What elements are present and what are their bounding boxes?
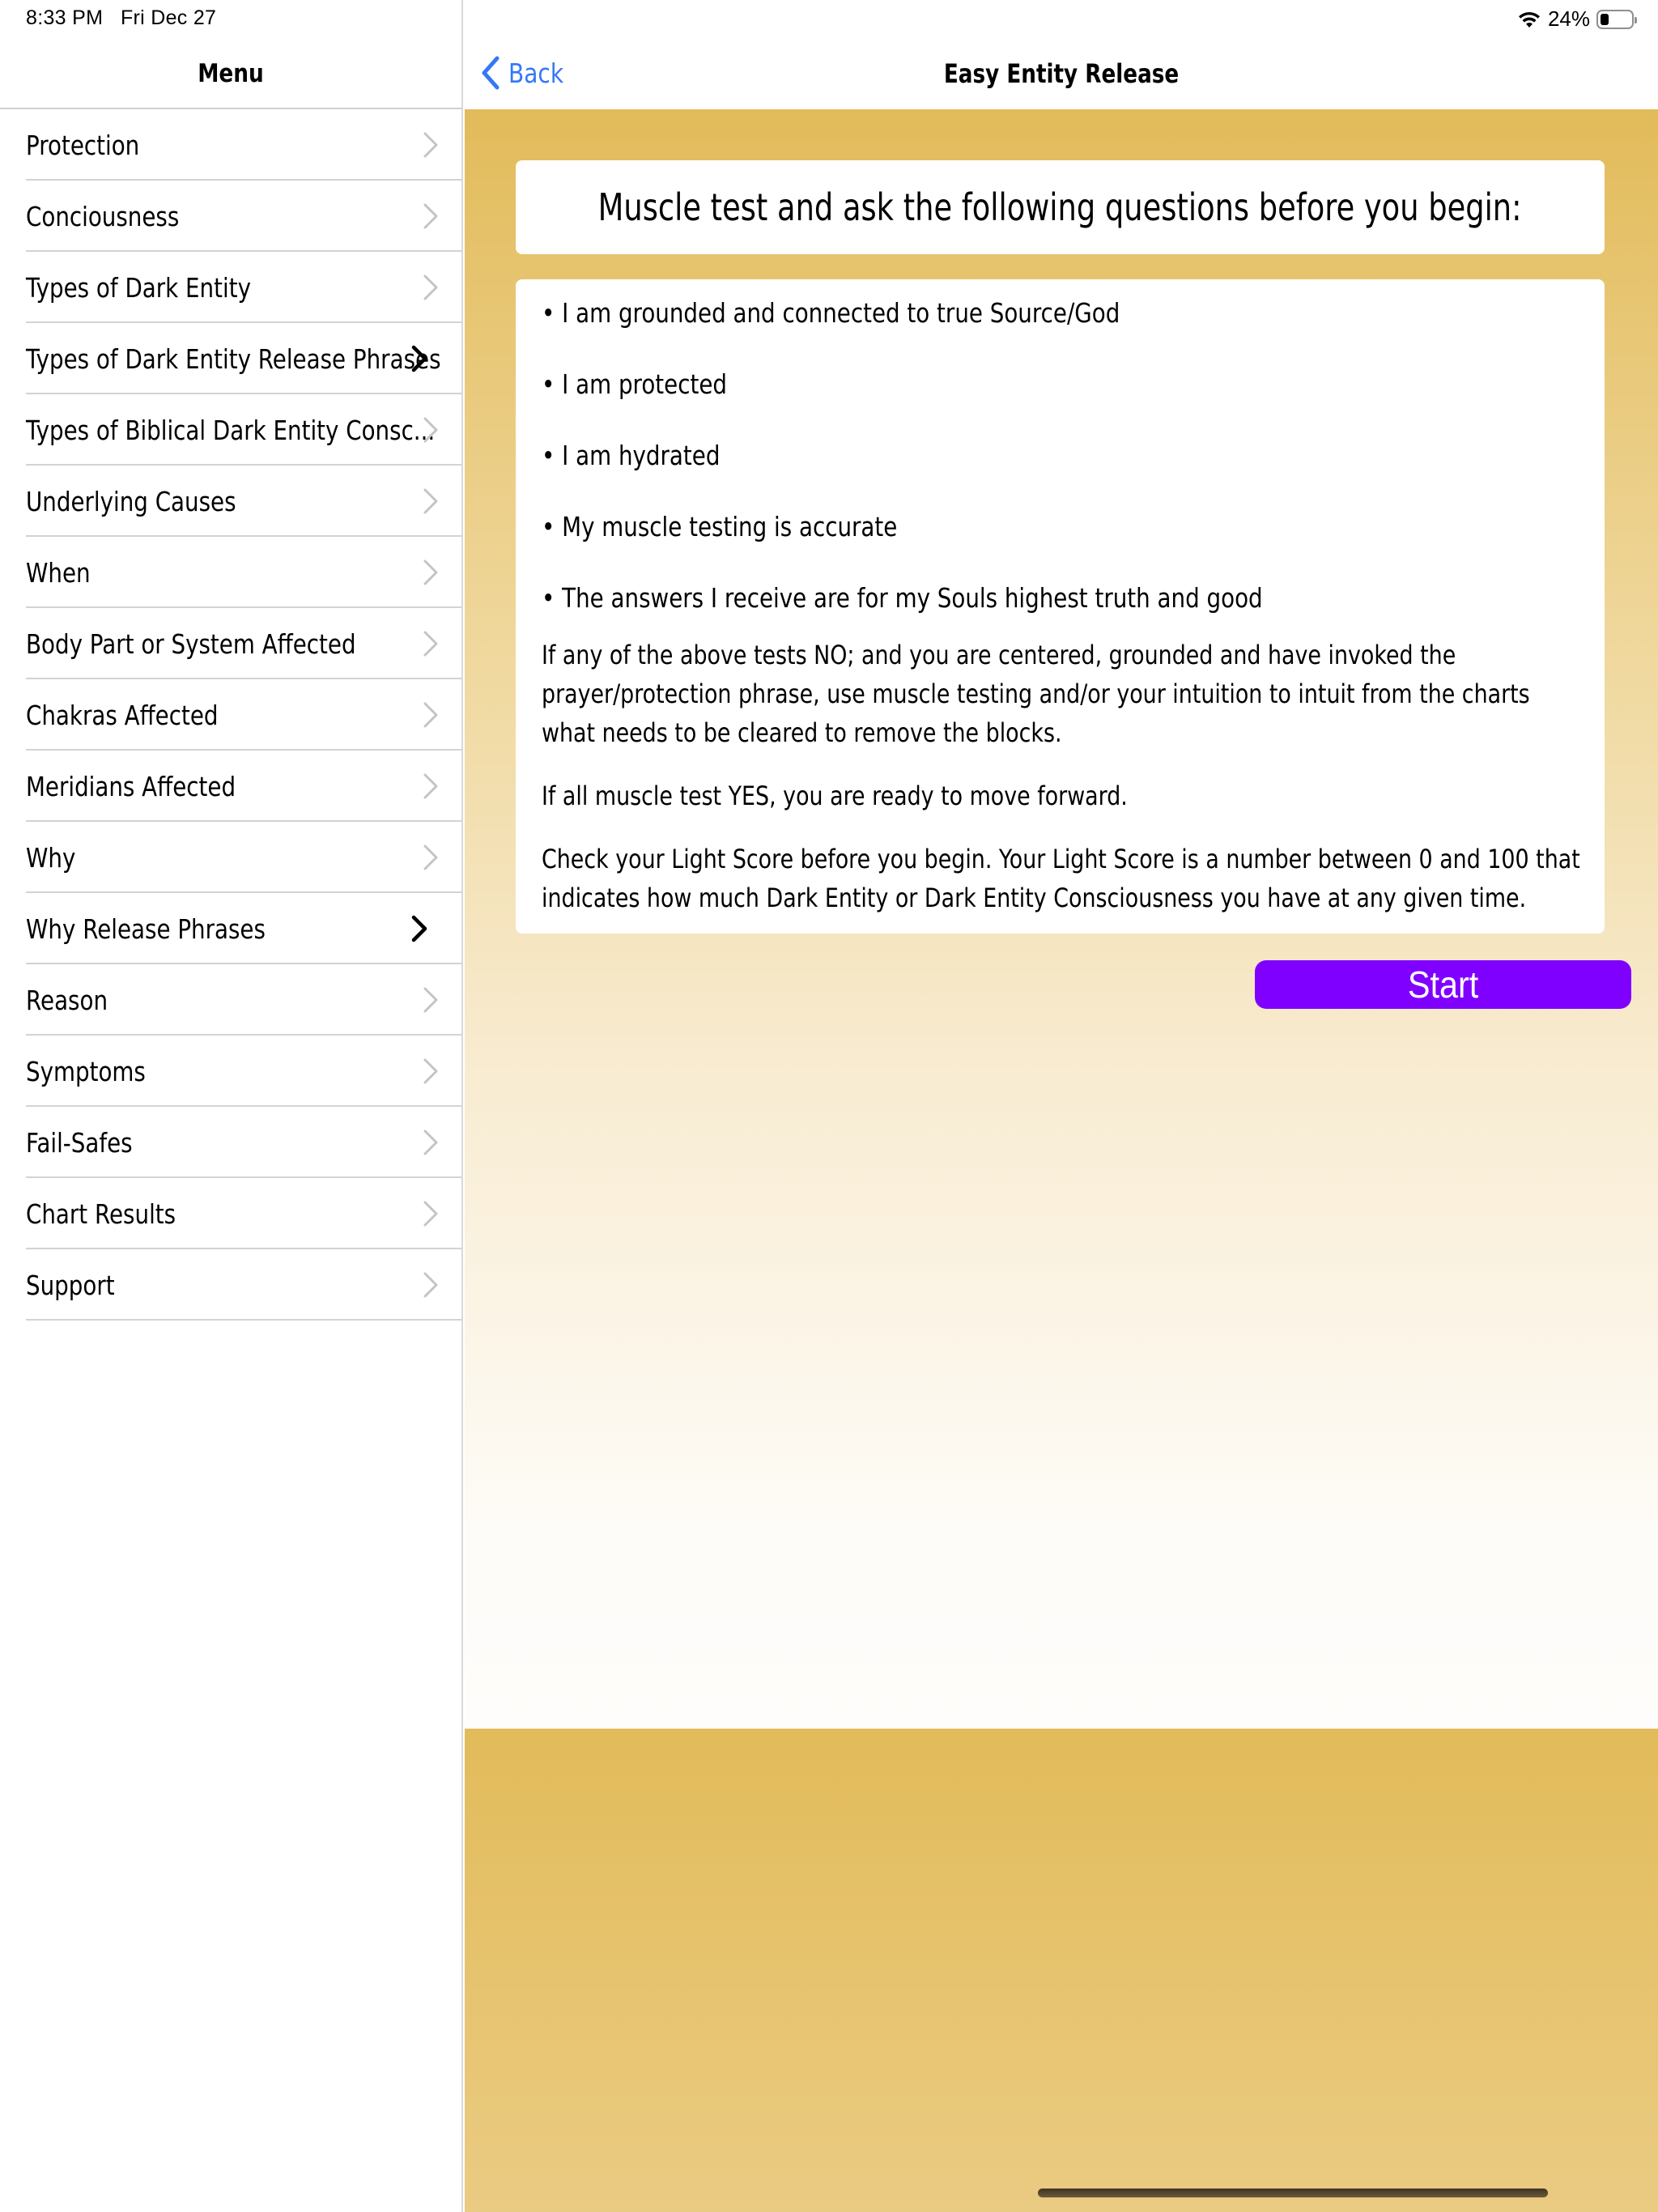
sidebar-item-symptoms[interactable]: [0, 1036, 461, 1107]
sidebar-item-conciousness[interactable]: [0, 181, 461, 252]
wifi-icon: [1517, 11, 1541, 28]
sidebar-item-protection[interactable]: [0, 109, 461, 181]
back-label: Back: [508, 57, 564, 89]
sidebar-item-label: Chakras Affected: [26, 699, 219, 731]
paragraph-if-no: If any of the above tests NO; and you are centered, grounded and have invoked the prayer/protection phrase, use muscle testing and/or your intuition to intuit from the charts what needs to be cleared to remove the blocks.: [542, 640, 1530, 748]
sidebar-item-label: Symptoms: [26, 1055, 146, 1087]
chevron-right-icon: [421, 274, 440, 301]
home-indicator[interactable]: [1038, 2189, 1548, 2197]
battery-low-icon: [1596, 10, 1634, 29]
status-bar: [0, 0, 1658, 39]
paragraph-light-score: Check your Light Score before you begin. Your Light Score is a number between 0 and 100 that indicates how much Dark Entity or Dark Entity Consciousness you have at any given time.: [542, 844, 1580, 913]
chevron-right-icon: [421, 202, 440, 230]
sidebar-item-chart-results[interactable]: [0, 1178, 461, 1249]
sidebar-item-types-of-dark-entity[interactable]: [0, 252, 461, 323]
sidebar-item-why-release-phrases[interactable]: [0, 893, 461, 964]
status-time: [26, 6, 216, 30]
page-title-text: Easy Entity Release: [943, 58, 1180, 89]
chevron-right-icon: [421, 559, 440, 586]
start-label: Start: [1407, 963, 1479, 1006]
sidebar-item-meridians-affected[interactable]: [0, 751, 461, 822]
chevron-right-icon: [421, 1200, 440, 1227]
sidebar: [0, 0, 463, 2212]
battery-percent: 24%: [1547, 6, 1590, 31]
main-panel: [465, 0, 1658, 2212]
chevron-right-icon: [421, 416, 440, 444]
paragraph-if-yes: If all muscle test YES, you are ready to move forward.: [542, 781, 1128, 811]
sidebar-item-label: When: [26, 556, 91, 589]
chevron-right-icon: [421, 844, 440, 871]
chevron-right-icon: [421, 772, 440, 800]
sidebar-item-chakras-affected[interactable]: [0, 679, 461, 751]
sidebar-item-support[interactable]: [0, 1249, 461, 1321]
instructions-heading-card: [516, 160, 1605, 254]
chevron-right-icon: [410, 915, 429, 942]
sidebar-item-why[interactable]: [0, 822, 461, 893]
sidebar-item-underlying-causes[interactable]: [0, 466, 461, 537]
status-indicators: [1517, 6, 1634, 32]
chevron-right-icon: [421, 1129, 440, 1156]
sidebar-item-label: Chart Results: [26, 1197, 176, 1230]
checklist: [542, 296, 1579, 642]
sidebar-item-label: Types of Dark Entity Release Phrases: [26, 342, 441, 375]
chevron-right-icon: [421, 986, 440, 1014]
lower-background: [465, 1729, 1658, 2212]
sidebar-item-label: Why Release Phrases: [26, 912, 266, 945]
sidebar-item-label: Support: [26, 1269, 115, 1301]
checklist-item: • I am protected: [542, 368, 727, 400]
time-text: 8:33 PM: [26, 6, 104, 29]
chevron-right-icon: [421, 1271, 440, 1299]
sidebar-item-label: Conciousness: [26, 200, 180, 232]
sidebar-item-label: Underlying Causes: [26, 485, 236, 517]
sidebar-item-label: Why: [26, 841, 76, 874]
sidebar-header: [0, 39, 461, 109]
menu-list: [0, 109, 461, 1321]
page-title: [465, 58, 1658, 89]
checklist-item: • The answers I receive are for my Souls highest truth and good: [542, 582, 1263, 614]
instructions-text: [542, 636, 1579, 917]
sidebar-item-reason[interactable]: [0, 964, 461, 1036]
sidebar-item-types-of-biblical-dark-entity-consc[interactable]: [0, 394, 461, 466]
checklist-item: • I am grounded and connected to true Source/God: [542, 297, 1120, 329]
nav-bar: [465, 39, 1658, 109]
instructions-heading: Muscle test and ask the following questions before you begin:: [598, 185, 1522, 229]
sidebar-item-label: Types of Dark Entity: [26, 271, 251, 304]
chevron-right-icon: [410, 345, 429, 372]
sidebar-title: Menu: [198, 58, 264, 88]
chevron-right-icon: [421, 701, 440, 729]
sidebar-item-body-part-or-system-affected[interactable]: [0, 608, 461, 679]
start-button[interactable]: [1255, 960, 1631, 1009]
chevron-right-icon: [421, 1057, 440, 1085]
divider: [26, 1319, 461, 1321]
sidebar-item-label: Meridians Affected: [26, 770, 236, 802]
sidebar-item-label: Types of Biblical Dark Entity Consc...: [26, 414, 436, 446]
sidebar-item-when[interactable]: [0, 537, 461, 608]
chevron-right-icon: [421, 487, 440, 515]
checklist-item: • My muscle testing is accurate: [542, 511, 898, 542]
instructions-card: [516, 279, 1605, 934]
sidebar-item-label: Fail-Safes: [26, 1126, 133, 1159]
sidebar-item-label: Protection: [26, 129, 140, 161]
sidebar-item-fail-safes[interactable]: [0, 1107, 461, 1178]
chevron-right-icon: [421, 131, 440, 159]
checklist-item: • I am hydrated: [542, 440, 721, 471]
sidebar-item-types-of-dark-entity-release-phrases[interactable]: [0, 323, 461, 394]
chevron-right-icon: [421, 630, 440, 657]
sidebar-item-label: Body Part or System Affected: [26, 627, 356, 660]
sidebar-item-label: Reason: [26, 984, 108, 1016]
date-text: Fri Dec 27: [120, 6, 217, 29]
